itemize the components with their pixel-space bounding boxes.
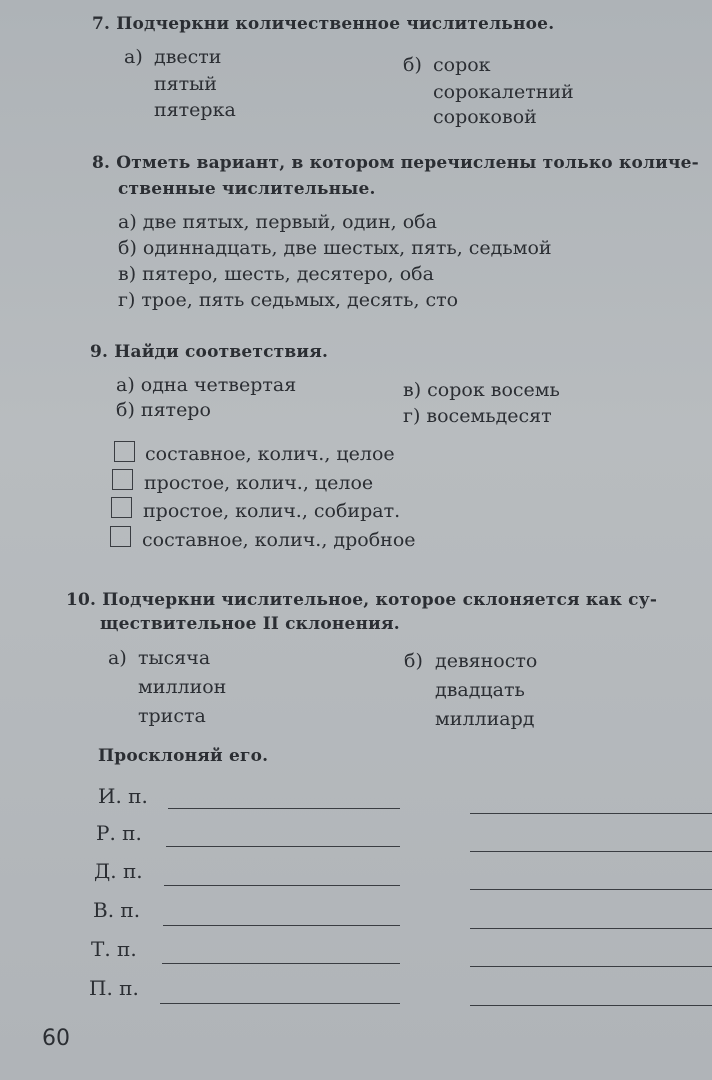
- q9-item-label: б): [116, 399, 135, 421]
- answer-line-dative-2[interactable]: [470, 889, 712, 890]
- q9-item-a: [116, 374, 296, 396]
- q10-b-word-2[interactable]: двадцать: [435, 679, 525, 701]
- case-label-prepositional: П. п.: [89, 976, 139, 1000]
- q9-item-text: сорок восемь: [427, 379, 560, 401]
- q8-option-text: трое, пять седьмых, десять, сто: [141, 289, 459, 311]
- q9-item-label: а): [116, 374, 135, 396]
- q9-item-text: восемьдесят: [426, 405, 552, 427]
- q8-option-text: одиннадцать, две шестых, пять, седьмой: [142, 237, 552, 259]
- q7-b-word-1[interactable]: сорок: [433, 54, 491, 76]
- q10-decline-title: Просклоняй его.: [98, 746, 269, 766]
- q8-option-label: а): [118, 211, 137, 233]
- q7-b-word-2[interactable]: сорокалетний: [433, 81, 574, 103]
- q9-item-label: г): [403, 405, 421, 427]
- q10-title-line1: 10. Подчеркни числительное, которое склоняется как су-: [66, 590, 658, 610]
- case-label-instrumental: Т. п.: [91, 937, 137, 961]
- q10-a-word-2[interactable]: миллион: [138, 676, 227, 698]
- q8-option-text: две пятых, первый, один, оба: [142, 211, 437, 233]
- answer-line-nominative-2[interactable]: [470, 813, 712, 814]
- q9-checkbox-4[interactable]: [110, 526, 131, 547]
- q9-item-label: в): [403, 379, 422, 401]
- q8-option-a[interactable]: [118, 211, 437, 233]
- q8-option-c[interactable]: [118, 263, 434, 285]
- answer-line-prepositional-2[interactable]: [470, 1005, 712, 1006]
- q9-item-d: [403, 405, 552, 427]
- q7-a-label: а): [124, 46, 143, 68]
- q9-choice-1: составное, колич., целое: [145, 443, 395, 465]
- answer-line-prepositional[interactable]: [160, 1003, 400, 1004]
- q10-b-word-1[interactable]: девяносто: [435, 650, 538, 672]
- q10-b-word-3[interactable]: миллиард: [435, 708, 535, 730]
- q8-option-b[interactable]: [118, 237, 552, 259]
- q7-b-word-3[interactable]: сороковой: [433, 106, 537, 128]
- q10-a-label: а): [108, 647, 127, 669]
- q10-b-label: б): [404, 650, 423, 672]
- case-label-accusative: В. п.: [93, 898, 141, 922]
- q8-title-line2: ственные числительные.: [118, 179, 376, 199]
- q10-a-word-3[interactable]: триста: [138, 705, 206, 727]
- q8-option-text: пятеро, шесть, десятеро, оба: [142, 263, 434, 285]
- case-label-dative: Д. п.: [94, 859, 143, 883]
- q8-option-label: г): [118, 289, 136, 311]
- q9-item-c: [403, 379, 560, 401]
- q9-item-text: пятеро: [140, 399, 211, 421]
- q7-a-word-1[interactable]: двести: [154, 46, 222, 68]
- q9-checkbox-2[interactable]: [112, 469, 133, 490]
- answer-line-genitive-2[interactable]: [470, 851, 712, 852]
- q8-option-label: в): [118, 263, 137, 285]
- q7-a-word-2[interactable]: пятый: [154, 73, 217, 95]
- q9-checkbox-1[interactable]: [114, 441, 135, 462]
- q7-title: 7. Подчеркни количественное числительное.: [92, 14, 555, 34]
- q9-item-text: одна четвертая: [140, 374, 297, 396]
- answer-line-genitive[interactable]: [166, 846, 400, 847]
- case-label-nominative: И. п.: [98, 784, 148, 808]
- q8-option-d[interactable]: [118, 289, 458, 311]
- q9-choice-3: простое, колич., собират.: [143, 500, 401, 522]
- answer-line-instrumental[interactable]: [162, 963, 400, 964]
- answer-line-accusative[interactable]: [163, 925, 400, 926]
- q9-checkbox-3[interactable]: [111, 497, 132, 518]
- answer-line-nominative[interactable]: [168, 808, 400, 809]
- q7-a-word-3[interactable]: пятерка: [154, 99, 236, 121]
- page-number: 60: [42, 1026, 70, 1051]
- q10-a-word-1[interactable]: тысяча: [138, 647, 211, 669]
- answer-line-accusative-2[interactable]: [470, 928, 712, 929]
- q9-item-b: [116, 399, 211, 421]
- q7-b-label: б): [403, 54, 422, 76]
- answer-line-instrumental-2[interactable]: [470, 966, 712, 967]
- q8-option-label: б): [118, 237, 137, 259]
- q8-title-line1: 8. Отметь вариант, в котором перечислены только количе-: [92, 153, 699, 173]
- q9-choice-4: составное, колич., дробное: [142, 529, 416, 551]
- answer-line-dative[interactable]: [164, 885, 400, 886]
- q9-choice-2: простое, колич., целое: [144, 472, 374, 494]
- q9-title: 9. Найди соответствия.: [90, 342, 329, 362]
- case-label-genitive: Р. п.: [96, 821, 142, 845]
- q10-title-line2: ществительное II склонения.: [100, 614, 400, 634]
